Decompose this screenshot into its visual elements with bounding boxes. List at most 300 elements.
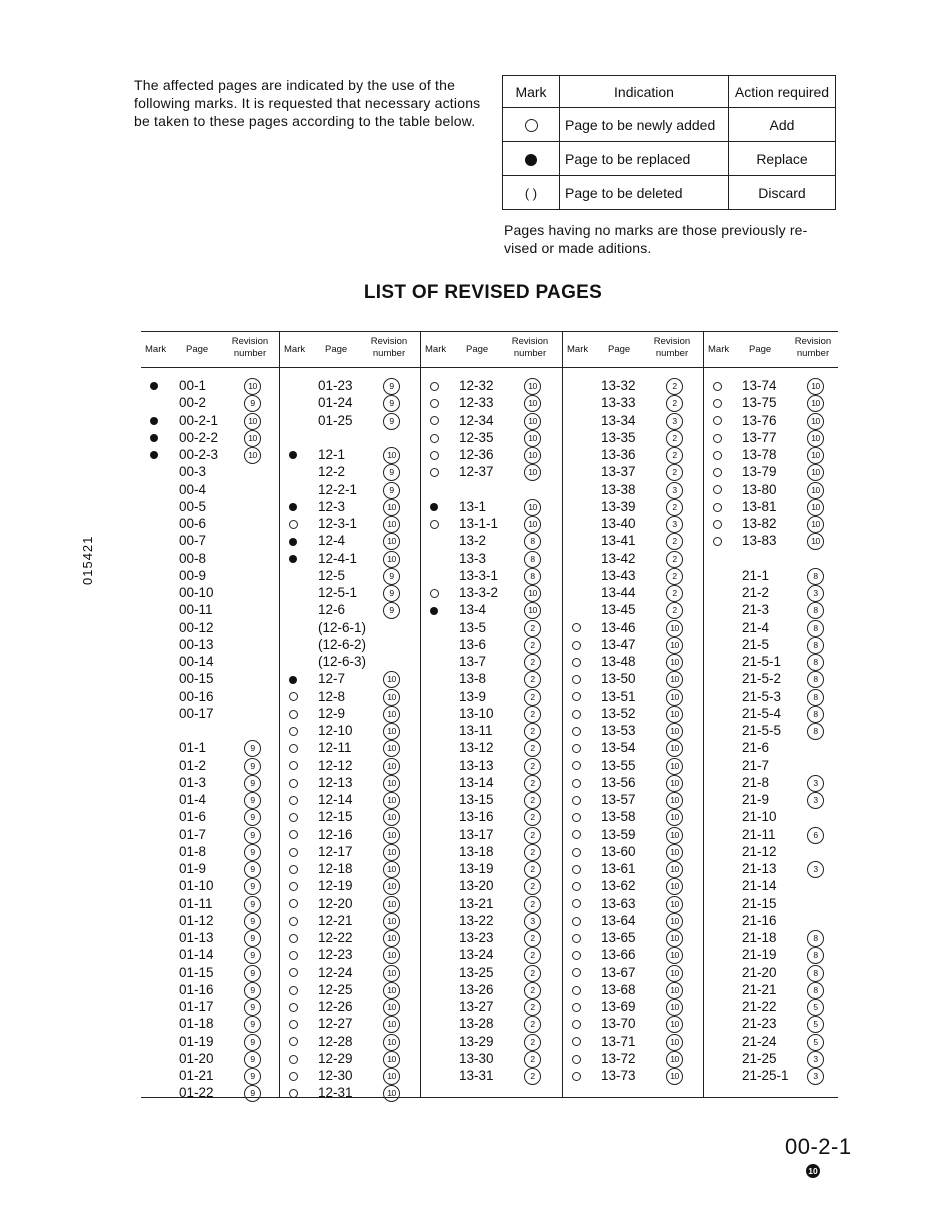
open-circle-icon [713, 451, 722, 460]
row-page: 13-71 [601, 1033, 636, 1049]
row-page: 13-80 [742, 481, 777, 497]
page-row [141, 964, 279, 981]
page-row [421, 688, 559, 705]
page-row [563, 394, 701, 411]
row-page: 21-9 [742, 792, 770, 807]
open-circle-icon [713, 485, 722, 494]
row-revision: 10 [524, 413, 541, 430]
row-mark [569, 895, 583, 912]
row-mark [286, 550, 300, 567]
page-row [141, 808, 279, 825]
row-page: 13-15 [459, 792, 494, 807]
page-row [421, 912, 559, 929]
open-circle-icon [289, 1089, 298, 1098]
open-circle-icon [572, 968, 581, 977]
page-row [141, 653, 279, 670]
row-revision: 2 [666, 447, 683, 464]
row-revision: 2 [524, 947, 541, 964]
filled-circle-mark [503, 142, 560, 176]
page-row [421, 808, 559, 825]
open-circle-icon [289, 882, 298, 891]
page-row [141, 1015, 279, 1032]
row-page: 13-24 [459, 947, 494, 963]
row-revision: 2 [524, 878, 541, 895]
open-circle-icon [430, 382, 439, 391]
row-mark [710, 377, 724, 394]
row-revision: 9 [383, 413, 400, 430]
page-row [704, 601, 842, 618]
row-revision: 10 [524, 499, 541, 516]
page-row [563, 463, 701, 480]
column-header [704, 331, 842, 367]
page-row [280, 429, 418, 446]
row-page: 12-26 [318, 999, 353, 1014]
row-page: 12-23 [318, 947, 353, 963]
row-mark [286, 498, 300, 515]
page-row [704, 757, 842, 774]
row-mark [286, 757, 300, 774]
open-circle-icon [289, 813, 298, 822]
row-revision: 9 [244, 1034, 261, 1051]
column-header-page: Page [749, 344, 772, 355]
row-revision: 10 [666, 827, 683, 844]
page-row [563, 929, 701, 946]
row-page: 13-14 [459, 774, 494, 790]
row-page: 12-13 [318, 774, 353, 790]
row-page: 01-4 [179, 792, 207, 807]
row-page: 13-18 [459, 843, 494, 859]
page-row [563, 964, 701, 981]
row-mark [286, 670, 300, 687]
page-row [280, 1033, 418, 1050]
filled-circle-icon [289, 538, 297, 546]
row-page: 01-9 [179, 861, 207, 876]
row-revision: 2 [524, 654, 541, 671]
row-mark [569, 653, 583, 670]
page-row [704, 688, 842, 705]
page-row [141, 739, 279, 756]
row-page: 12-8 [318, 688, 346, 704]
row-mark [286, 843, 300, 860]
row-page: 13-12 [459, 740, 494, 756]
row-page: 21-25-1 [742, 1068, 789, 1083]
legend-header-indication: Indication [560, 76, 729, 108]
row-revision: 10 [666, 706, 683, 723]
row-page: 12-22 [318, 930, 353, 945]
row-page: 13-73 [601, 1068, 636, 1083]
row-revision: 10 [807, 447, 824, 464]
page-row [141, 394, 279, 411]
page-row [704, 1050, 842, 1067]
page-row [421, 791, 559, 808]
filled-circle-icon [289, 676, 297, 684]
row-revision: 2 [524, 671, 541, 688]
page-row [563, 1050, 701, 1067]
row-revision: 10 [807, 430, 824, 447]
row-revision: 3 [807, 861, 824, 878]
row-mark [569, 670, 583, 687]
page-row [704, 981, 842, 998]
row-page: 12-36 [459, 447, 494, 462]
row-revision: 10 [383, 671, 400, 688]
footer-page-number: 00-2-1 [785, 1134, 852, 1159]
row-revision: 2 [524, 706, 541, 723]
row-revision: 10 [383, 775, 400, 792]
row-revision: 9 [244, 1085, 261, 1102]
row-page: 13-48 [601, 654, 636, 669]
row-revision: 5 [807, 999, 824, 1016]
filled-circle-icon [150, 417, 158, 425]
row-page: 12-30 [318, 1068, 353, 1083]
row-page: 13-25 [459, 964, 494, 980]
page-row [141, 722, 279, 739]
page-row [280, 670, 418, 687]
row-mark [569, 912, 583, 929]
row-page: 12-11 [318, 740, 352, 756]
filled-circle-icon [150, 451, 158, 459]
legend-row-add [503, 108, 836, 142]
row-page: 01-8 [179, 843, 207, 859]
row-page: 12-3 [318, 498, 346, 514]
row-page: 13-44 [601, 585, 636, 600]
row-page: 00-12 [179, 619, 214, 635]
legend-table [502, 75, 836, 210]
row-page: 01-19 [179, 1033, 214, 1049]
row-page: 13-39 [601, 498, 636, 514]
row-page: 00-3 [179, 464, 207, 480]
open-circle-icon [572, 934, 581, 943]
row-mark [286, 515, 300, 532]
open-circle-icon [289, 848, 298, 857]
page-row [280, 1015, 418, 1032]
page-row [421, 636, 559, 653]
row-revision: 9 [383, 602, 400, 619]
row-page: 13-8 [459, 671, 487, 687]
page-row [280, 550, 418, 567]
row-revision: 5 [807, 1016, 824, 1033]
row-revision: 2 [524, 896, 541, 913]
page-row [421, 515, 559, 532]
row-page: 12-33 [459, 395, 494, 411]
row-page: 13-78 [742, 447, 777, 462]
page-row [141, 895, 279, 912]
open-circle-icon [713, 503, 722, 512]
row-mark [427, 446, 441, 463]
row-revision: 8 [807, 947, 824, 964]
row-mark [286, 1067, 300, 1084]
row-page: 13-27 [459, 999, 494, 1014]
row-mark [286, 912, 300, 929]
row-page: 01-23 [318, 378, 353, 393]
row-page: 13-3 [459, 550, 487, 566]
row-mark [569, 722, 583, 739]
filled-circle-icon [150, 434, 158, 442]
row-mark [286, 1084, 300, 1101]
row-mark [710, 463, 724, 480]
row-revision: 3 [666, 482, 683, 499]
row-revision: 9 [244, 896, 261, 913]
open-circle-icon [572, 917, 581, 926]
row-page: 21-21 [742, 981, 777, 997]
row-page: 00-5 [179, 498, 207, 514]
row-revision: 2 [524, 1034, 541, 1051]
row-page: 13-59 [601, 826, 636, 842]
row-page: 21-4 [742, 619, 770, 635]
page-row [704, 550, 842, 567]
row-revision: 9 [244, 1068, 261, 1085]
row-page: 13-1-1 [459, 516, 499, 531]
open-circle-icon [572, 830, 581, 839]
row-page: 12-29 [318, 1050, 353, 1066]
page-row [141, 550, 279, 567]
row-revision: 10 [383, 706, 400, 723]
row-page: 00-16 [179, 688, 214, 704]
column-header-revision: Revision number [653, 336, 691, 359]
row-page: 21-5-4 [742, 705, 782, 721]
page-row [421, 826, 559, 843]
row-revision: 2 [524, 1068, 541, 1085]
page-row [421, 860, 559, 877]
page-row [421, 412, 559, 429]
row-revision: 10 [666, 654, 683, 671]
row-page: 12-15 [318, 809, 353, 825]
row-page: 21-2 [742, 585, 770, 600]
row-mark [427, 601, 441, 618]
column-header [280, 331, 418, 367]
row-page: 13-45 [601, 602, 636, 618]
row-revision: 2 [524, 637, 541, 654]
row-revision: 10 [383, 516, 400, 533]
row-page: 01-6 [179, 809, 207, 825]
row-revision: 8 [524, 533, 541, 550]
row-revision: 8 [807, 723, 824, 740]
row-page: 12-19 [318, 878, 353, 894]
row-page: 01-12 [179, 912, 214, 928]
page-row [421, 774, 559, 791]
row-mark [286, 808, 300, 825]
row-mark [286, 929, 300, 946]
page-row [421, 532, 559, 549]
row-page: 13-2 [459, 533, 487, 549]
row-page: 13-69 [601, 999, 636, 1014]
row-revision: 8 [807, 706, 824, 723]
page-row [563, 791, 701, 808]
row-page: 12-3-1 [318, 516, 358, 531]
open-circle-icon [289, 710, 298, 719]
row-revision: 10 [666, 792, 683, 809]
row-revision: 2 [524, 861, 541, 878]
row-mark [569, 946, 583, 963]
open-circle-icon [713, 468, 722, 477]
page-row [141, 670, 279, 687]
row-revision: 10 [666, 965, 683, 982]
page-row [280, 791, 418, 808]
row-mark [569, 739, 583, 756]
row-revision: 2 [524, 930, 541, 947]
row-page: 21-5-5 [742, 723, 782, 738]
row-mark [710, 498, 724, 515]
row-mark [569, 636, 583, 653]
paren-mark-text: ( ) [524, 185, 538, 201]
row-revision: 10 [383, 809, 400, 826]
row-revision: 8 [807, 654, 824, 671]
row-page: 12-28 [318, 1033, 353, 1049]
open-circle-icon [289, 1020, 298, 1029]
row-mark [569, 877, 583, 894]
page-row [141, 377, 279, 394]
row-mark [286, 877, 300, 894]
page-row [280, 1084, 418, 1101]
row-revision: 10 [666, 947, 683, 964]
row-revision: 10 [807, 533, 824, 550]
row-revision: 2 [524, 689, 541, 706]
row-page: 00-9 [179, 567, 207, 583]
page-row [421, 981, 559, 998]
open-circle-icon [289, 986, 298, 995]
table-header-rule [141, 367, 838, 368]
row-page: 13-60 [601, 843, 636, 859]
row-revision: 8 [524, 551, 541, 568]
open-circle-icon [572, 710, 581, 719]
page-row [421, 481, 559, 498]
row-revision: 2 [666, 499, 683, 516]
page-row [280, 619, 418, 636]
row-revision: 10 [524, 585, 541, 602]
open-circle-icon [713, 537, 722, 546]
open-circle-icon [572, 692, 581, 701]
page-row [280, 998, 418, 1015]
row-mark [286, 705, 300, 722]
page-row [280, 705, 418, 722]
row-page: 13-58 [601, 809, 636, 825]
row-page: 13-29 [459, 1033, 494, 1049]
page-row [141, 946, 279, 963]
page-row [141, 912, 279, 929]
row-revision: 9 [244, 792, 261, 809]
page-row [563, 670, 701, 687]
row-revision: 10 [807, 464, 824, 481]
page-row [141, 532, 279, 549]
column-header-page: Page [325, 344, 348, 355]
page-row [421, 446, 559, 463]
row-page: 13-51 [601, 688, 636, 704]
row-page: 13-83 [742, 533, 777, 549]
page-row [704, 653, 842, 670]
row-page: 01-16 [179, 981, 214, 997]
row-mark [569, 774, 583, 791]
row-mark [427, 515, 441, 532]
row-revision: 9 [244, 1016, 261, 1033]
row-revision: 10 [524, 602, 541, 619]
page-row [421, 653, 559, 670]
row-revision: 2 [524, 792, 541, 809]
page-row [421, 619, 559, 636]
row-page: 12-9 [318, 705, 346, 721]
page-row [563, 877, 701, 894]
open-circle-icon [525, 119, 538, 132]
row-mark [569, 1033, 583, 1050]
row-mark [569, 1015, 583, 1032]
row-page: 13-56 [601, 774, 636, 790]
row-page: 13-17 [459, 826, 494, 842]
row-revision: 10 [383, 723, 400, 740]
row-revision: 8 [807, 620, 824, 637]
open-circle-icon [430, 416, 439, 425]
row-mark [286, 964, 300, 981]
filled-circle-icon [289, 555, 297, 563]
page-row [421, 1067, 559, 1084]
page-row [280, 394, 418, 411]
row-revision: 10 [666, 999, 683, 1016]
open-circle-icon [289, 761, 298, 770]
page-row [563, 688, 701, 705]
row-revision: 10 [524, 430, 541, 447]
row-revision: 3 [807, 775, 824, 792]
row-page: 21-20 [742, 964, 777, 980]
page-row [280, 446, 418, 463]
row-revision: 10 [666, 775, 683, 792]
open-circle-mark [503, 108, 560, 142]
page-row [704, 929, 842, 946]
row-revision: 9 [244, 965, 261, 982]
row-revision: 10 [807, 395, 824, 412]
row-page: 21-11 [742, 826, 776, 842]
row-revision: 3 [807, 585, 824, 602]
row-page: 01-1 [179, 740, 207, 756]
row-revision: 2 [666, 464, 683, 481]
row-page: 12-4 [318, 533, 346, 549]
row-mark [286, 688, 300, 705]
row-page: 01-14 [179, 947, 214, 963]
page-row [280, 929, 418, 946]
row-revision: 10 [666, 1051, 683, 1068]
page-row [563, 550, 701, 567]
row-mark [569, 981, 583, 998]
open-circle-icon [289, 1055, 298, 1064]
open-circle-icon [572, 623, 581, 632]
page-row [141, 1067, 279, 1084]
row-revision: 3 [807, 792, 824, 809]
page-row [141, 998, 279, 1015]
open-circle-icon [289, 934, 298, 943]
row-page: 21-5-2 [742, 671, 782, 687]
page-row [563, 446, 701, 463]
row-page: 13-3-1 [459, 567, 499, 583]
filled-circle-icon [430, 503, 438, 511]
row-page: 12-35 [459, 429, 494, 445]
page-row [141, 446, 279, 463]
row-page: 13-13 [459, 757, 494, 773]
row-page: 13-20 [459, 878, 494, 894]
row-mark [147, 446, 161, 463]
page-row [421, 739, 559, 756]
row-mark [569, 808, 583, 825]
row-page: 12-12 [318, 757, 353, 773]
row-revision: 10 [383, 1034, 400, 1051]
page-row [563, 653, 701, 670]
page-row [563, 808, 701, 825]
page-row [704, 1015, 842, 1032]
row-revision: 10 [666, 620, 683, 637]
row-revision: 10 [807, 499, 824, 516]
row-page: (12-6-3) [318, 654, 367, 669]
legend-indication: Page to be replaced [560, 142, 729, 176]
row-mark [569, 619, 583, 636]
row-page: 12-1 [318, 447, 346, 462]
row-revision: 2 [666, 602, 683, 619]
row-revision: 10 [383, 792, 400, 809]
open-circle-icon [572, 813, 581, 822]
